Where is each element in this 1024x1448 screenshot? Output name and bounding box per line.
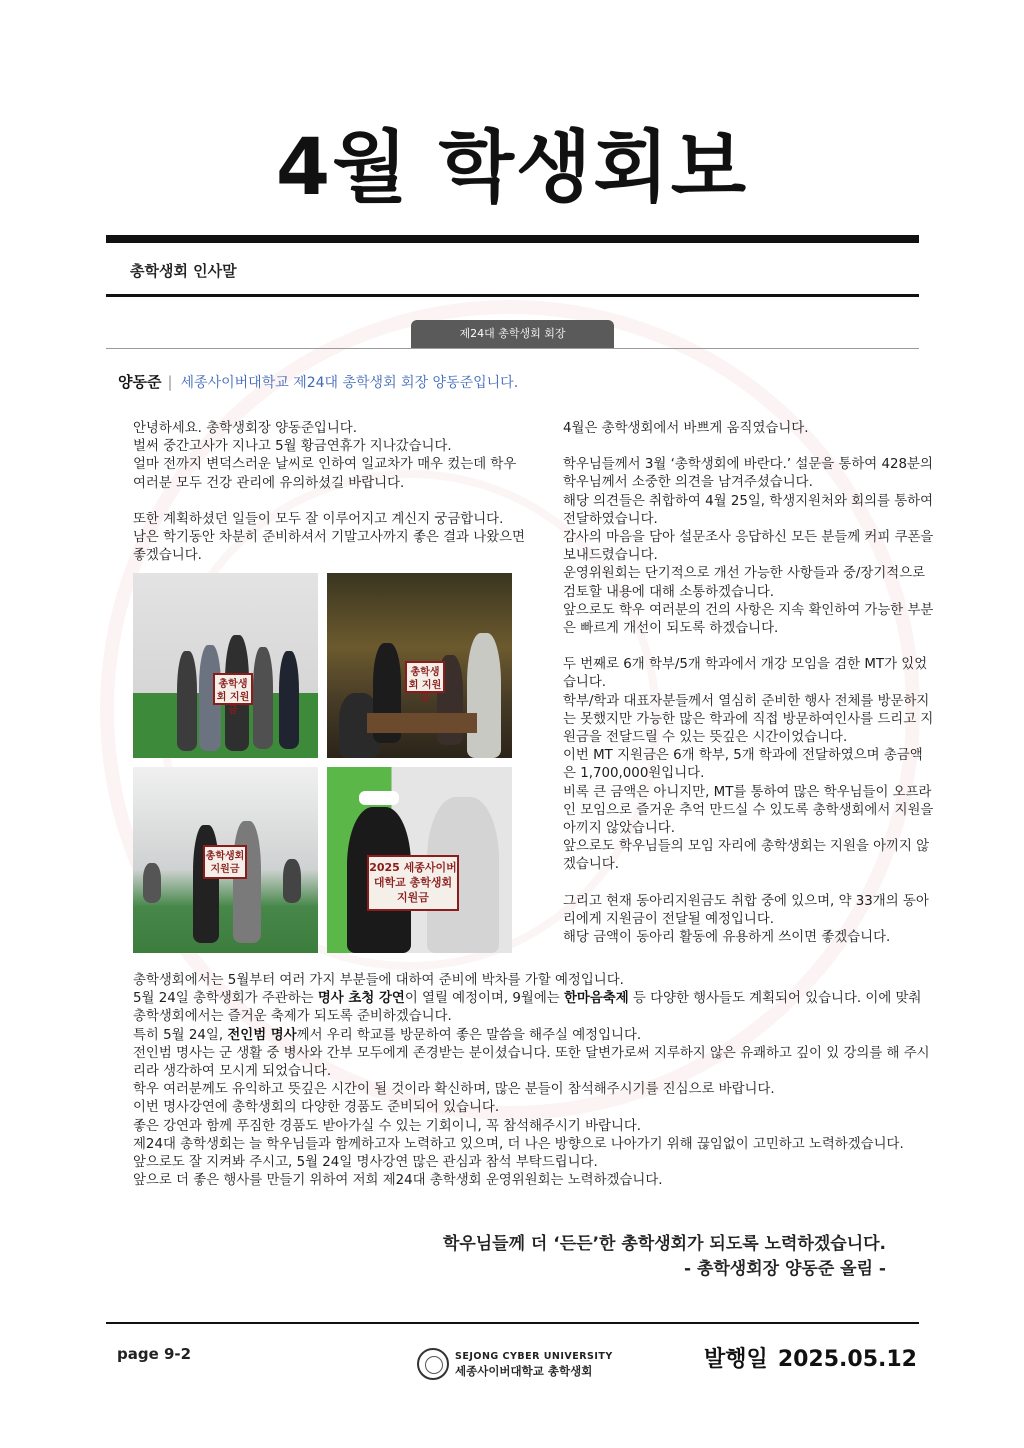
bottom-line: 학우 여러분께도 유익하고 뜻깊은 시간이 될 것이라 확신하며, 많은 분들이 참석해주시기를 진심으로 바랍니다. [133, 1082, 775, 1098]
university-seal-icon [417, 1348, 449, 1380]
greeting-line [118, 371, 518, 392]
bottom-line: 총학생회에서는 5월부터 여러 가지 부분들에 대하여 준비에 박차를 가할 예정입니다. [133, 973, 624, 988]
closing-line: 학우님들께 더 ‘든든’한 총학생회가 되도록 노력하겠습니다. [442, 1234, 886, 1254]
bottom-line: 전인범 명사는 군 생활 중 병사와 간부 모두에게 존경받는 분이셨습니다. 또한 달변가로써 지루하지 않은 유쾌하고 깊이 있 강의를 해 주시리라 생각하여 모시게 되었습니다. [133, 1045, 930, 1080]
right-paragraph: 두 번째로 6개 학부/5개 학과에서 개강 모임을 겸한 MT가 있었습니다. 학부/학과 대표자분들께서 열심히 준비한 행사 전체를 방문하지는 못했지만 가능한 많은 학과에 직접 방문하여인사를 드리고 지원금을 전달드릴 수 있는 뜻깊은 시간이었습니다. 이번 MT 지원금은 6개 학부, 5개 학과에 전달하였으며 총금액은 1,700,000원입니다. 비록 큰 금액은 아니지만, MT를 통하여 많은 학우님들이 오프라인 모임으로 즐거운 추억 만드실 수 있도록 총학생회에서 지원을 아끼지 않았습니다. 앞으로도 학우님들의 모임 자리에 총학생회는 지원을 아끼지 않겠습니다. [563, 657, 934, 873]
photo-closeup [327, 767, 512, 953]
event-lecture: 명사 초청 강연 [317, 991, 405, 1007]
university-logo [417, 1348, 613, 1380]
support-fund-sign: 총학생회 지원금 [213, 673, 253, 705]
speaker-name: 전인범 명사 [227, 1027, 297, 1043]
section-divider [106, 294, 919, 297]
role-tab: 제24대 총학생회 회장 [411, 320, 614, 348]
publication-date-value: 2025.05.12 [777, 1347, 917, 1372]
right-paragraph: 학우님들께서 3월 ‘총학생회에 바란다.’ 설문을 통하여 428분의 학우님께서 소중한 의견을 남겨주셨습니다. 해당 의견들은 취합하여 4월 25일, 학생지원처와 회의를 통하여 전달하였습니다. 감사의 마음을 담아 설문조사 응답하신 모든 분들께 커피 쿠폰을 보내드렸습니다. 운영위원회는 단기적으로 개선 가능한 사항들과 중/장기적으로 검토할 내용에 대해 소통하겠습니다. 앞으로도 학우 여러분의 건의 사항은 지속 확인하여 가능한 부분은 빠르게 개선이 되도록 하겠습니다. [563, 457, 934, 637]
right-paragraph: 그리고 현재 동아리지원금도 취합 중에 있으며, 약 33개의 동아리에게 지원금이 전달될 예정입니다. 해당 금액이 동아리 활동에 유용하게 쓰이면 좋겠습니다. [563, 893, 929, 946]
section-label: 총학생회 인사말 [130, 262, 237, 280]
author-intro: 세종사이버대학교 제24대 총학생회 회장 양동준입니다. [180, 375, 519, 391]
right-column [563, 420, 935, 947]
event-festival: 한마음축제 [563, 991, 629, 1007]
bottom-line: 이번 명사강연에 총학생회의 다양한 경품도 준비되어 있습니다. [133, 1100, 500, 1116]
left-paragraph: 안녕하세요. 총학생회장 양동준입니다. 벌써 중간고사가 지나고 5월 황금연휴가 지나갔습니다. 얼마 전까지 변덕스러운 날씨로 인하여 일교차가 매우 컸는데 학우 여러분 모두 건강 관리에 유의하셨길 바랍니다. [133, 421, 517, 491]
bottom-line: 좋은 강연과 함께 푸짐한 경품도 받아가실 수 있는 기회이니, 꼭 참석해주시기 바랍니다. [133, 1118, 642, 1134]
closing-message [443, 1232, 886, 1282]
name-separator: | [167, 373, 173, 391]
page-title: 4월 학생회보 [275, 123, 749, 213]
bottom-line: 특히 5월 24일, 전인범 명사께서 우리 학교를 방문하여 좋은 말씀을 해주실 예정입니다. [133, 1027, 642, 1043]
support-fund-sign: 총학생회 지원금 [203, 845, 247, 879]
closing-signature: - 총학생회장 양동준 올림 - [683, 1259, 886, 1279]
photo-grid [133, 573, 513, 953]
author-name: 양동준 [118, 373, 162, 391]
photo-hall [133, 767, 318, 953]
bottom-text [133, 972, 933, 1190]
bottom-line: 제24대 총학생회는 늘 학우님들과 함께하고자 노력하고 있으며, 더 나은 방향으로 나아가기 위해 끊임없이 고민하고 노력하겠습니다. [133, 1136, 904, 1152]
photo-restaurant [327, 573, 512, 758]
publication-date [704, 1342, 917, 1373]
logo-english: SEJONG CYBER UNIVERSITY [455, 1351, 613, 1362]
title-divider [106, 235, 919, 243]
publication-date-label: 발행일 [704, 1347, 768, 1372]
left-column [133, 420, 528, 565]
support-fund-sign: 2025 세종사이버대학교 총학생회 지원금 [367, 855, 459, 911]
left-paragraph: 또한 계획하셨던 일들이 모두 잘 이루어지고 계신지 궁금합니다. 남은 학기동안 차분히 준비하셔서 기말고사까지 좋은 결과 나왔으면 좋겠습니다. [133, 511, 525, 564]
role-divider [106, 348, 919, 349]
page-number: page 9-2 [117, 1345, 192, 1363]
footer-divider [106, 1322, 919, 1324]
logo-korean: 세종사이버대학교 총학생회 [455, 1364, 593, 1378]
right-paragraph: 4월은 총학생회에서 바쁘게 움직였습니다. [563, 421, 809, 436]
photo-group-with-sign [133, 573, 318, 758]
bottom-line: 5월 24일 총학생회가 주관하는 명사 초청 강연이 열릴 예정이며, 9월에는 한마음축제 등 다양한 행사들도 계획되어 있습니다. 이에 맞춰 총학생회에서는 즐거운 축제가 되도록 준비하겠습니다. [133, 991, 922, 1025]
bottom-line: 앞으로도 잘 지켜봐 주시고, 5월 24일 명사강연 많은 관심과 참석 부탁드립니다. [133, 1155, 598, 1171]
support-fund-sign: 총학생회 지원금 [405, 661, 445, 693]
bottom-line: 앞으로 더 좋은 행사를 만들기 위하여 저희 제24대 총학생회 운영위원회는 노력하겠습니다. [133, 1173, 663, 1189]
